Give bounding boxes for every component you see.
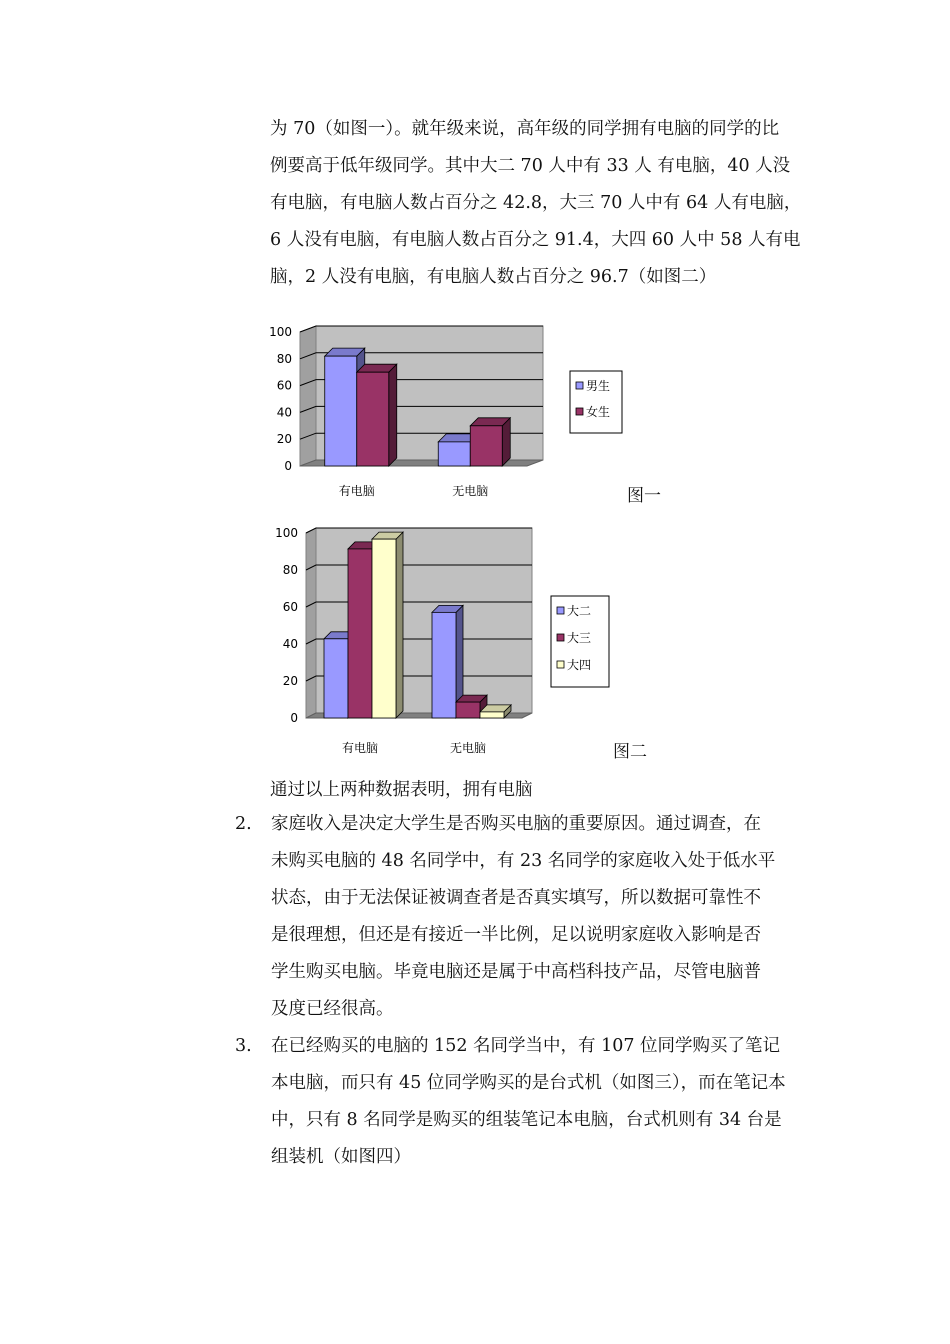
paragraph-ownership-by-grade [270,111,810,296]
legend-swatch [557,634,564,641]
text-line: 有电脑，有电脑人数占百分之 42.8，大三 70 人中有 64 人有电脑， [270,193,802,213]
bar [348,549,372,718]
text-line: 学生购买电脑。毕竟电脑还是属于中高档科技产品，尽管电脑普 [271,962,761,982]
legend-swatch [557,661,564,668]
legend-label: 女生 [586,405,611,419]
y-tick-label: 40 [282,637,298,651]
bar [357,372,389,466]
y-tick-label: 60 [276,378,292,393]
x-tick-label: 无电脑 [449,741,487,755]
legend-label: 大四 [567,658,592,672]
conclusion-line: 通过以上两种数据表明，拥有电脑 [270,780,533,800]
x-tick-label: 有电脑 [338,484,375,498]
legend-label: 大三 [567,631,592,645]
figure-1-label: 图一 [627,486,661,506]
text-line: 在已经购买的电脑的 152 名同学当中，有 107 位同学购买了笔记 [271,1036,781,1056]
text-line: 中，只有 8 名同学是购买的组装笔记本电脑，台式机则有 34 台是 [271,1110,782,1130]
text-line: 是很理想，但还是有接近一半比例，足以说明家庭收入影响是否 [271,925,761,945]
legend-label: 男生 [586,379,611,393]
bar [325,356,357,466]
text-line: 例要高于低年级同学。其中大二 70 人中有 33 人 有电脑，40 人没 [270,156,791,176]
list-item-body [271,806,813,1028]
x-tick-label: 有电脑 [341,741,379,755]
legend-swatch [576,382,583,389]
figure-2-label: 图二 [613,742,647,762]
y-tick-label: 40 [276,405,292,420]
bar [470,426,502,466]
text-line: 未购买电脑的 48 名同学中，有 23 名同学的家庭收入处于低水平 [271,851,776,871]
y-tick-label: 0 [284,459,292,473]
text-line: 本电脑，而只有 45 位同学购买的是台式机（如图三），而在笔记本 [271,1073,786,1093]
y-tick-label: 60 [282,600,298,614]
y-tick-label: 100 [275,526,298,540]
chart-side-wall [306,528,316,718]
list-number: 3. [235,1036,252,1056]
legend-swatch [576,408,583,415]
bar [432,612,456,718]
chart-side-wall [300,326,316,466]
text-line: 脑，2 人没有电脑，有电脑人数占百分之 96.7（如图二） [270,267,717,287]
bar [456,702,480,718]
text-line: 组装机（如图四） [271,1147,411,1167]
text-line: 为 70（如图一）。就年级来说，高年级的同学拥有电脑的同学的比 [270,119,780,139]
chart-2-svg [262,520,622,760]
bar [438,442,470,466]
bar-side [396,532,403,718]
y-tick-label: 0 [290,711,298,725]
chart-1-svg [262,298,632,508]
text-line: 家庭收入是决定大学生是否购买电脑的重要原因。通过调查，在 [271,814,761,834]
text-line: 及度已经很高。 [271,999,394,1019]
y-tick-label: 100 [269,325,292,339]
list-number: 2. [235,814,252,834]
y-tick-label: 20 [282,674,298,688]
legend-label: 大二 [567,604,592,618]
text-line: 状态，由于无法保证被调查者是否真实填写，所以数据可靠性不 [271,888,761,908]
bar-side [389,364,397,466]
bar [324,639,348,718]
y-tick-label: 20 [276,432,292,447]
chart-figure-2 [262,520,622,760]
y-tick-label: 80 [282,563,298,577]
list-item-body [271,1028,813,1176]
chart-figure-1 [262,298,632,508]
x-tick-label: 无电脑 [452,484,489,498]
y-tick-label: 80 [276,351,292,366]
text-line: 6 人没有电脑，有电脑人数占百分之 91.4，大四 60 人中 58 人有电 [270,230,801,250]
bar [480,712,504,718]
legend-swatch [557,607,564,614]
bar [372,539,396,718]
